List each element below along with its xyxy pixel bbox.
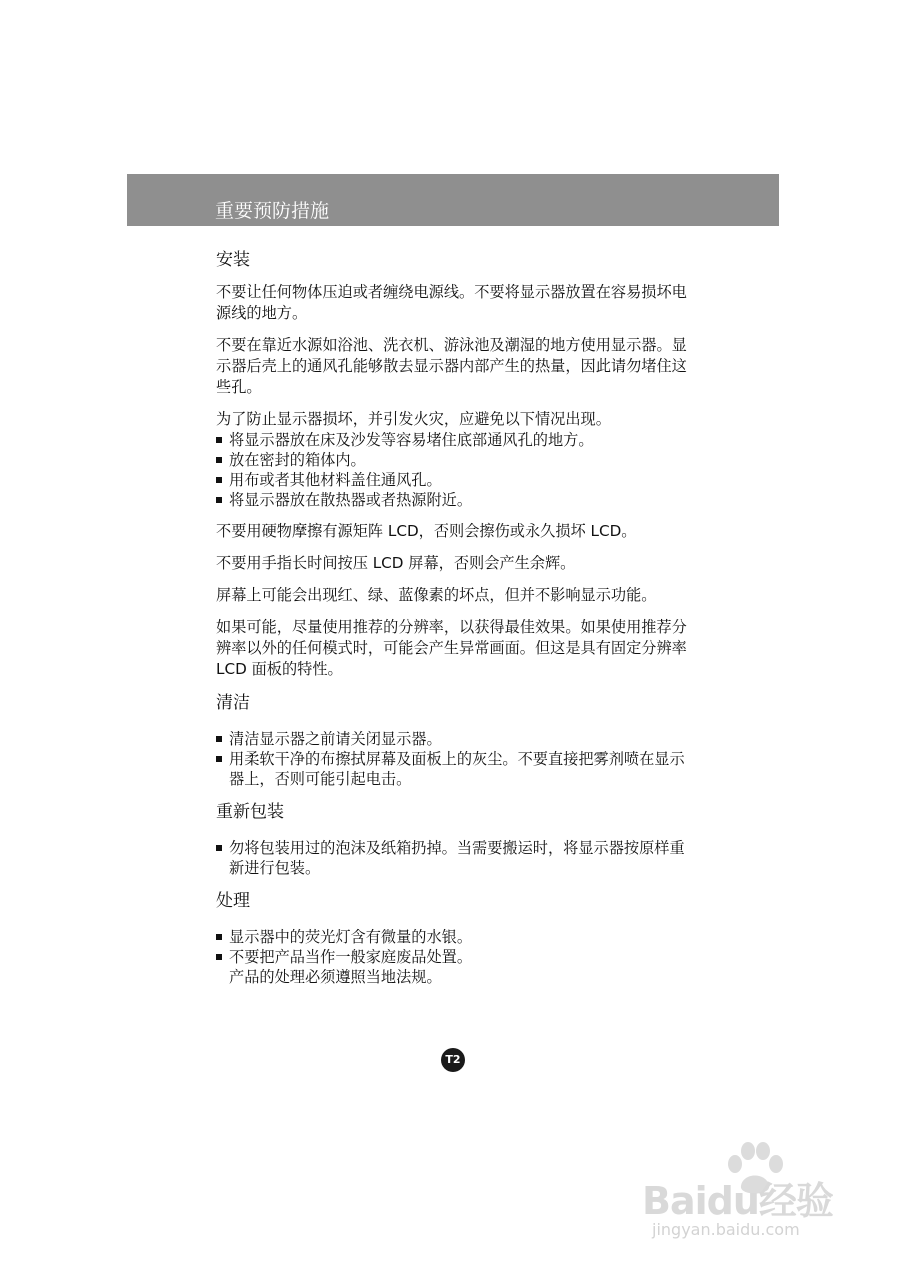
install-paragraph-3: 为了防止显示器损坏，并引发火灾，应避免以下情况出现。 <box>216 410 611 428</box>
section-title-cleaning: 清洁 <box>216 693 250 713</box>
watermark-url: jingyan.baidu.com <box>652 1220 800 1239</box>
section-title-disposal: 处理 <box>216 891 250 911</box>
list-item: 勿将包装用过的泡沫及纸箱扔掉。当需要搬运时，将显示器按原样重新进行包装。 <box>216 838 696 878</box>
list-item: 不要把产品当作一般家庭废品处置。 <box>216 947 696 967</box>
section-title-install: 安装 <box>216 250 250 270</box>
list-item: 将显示器放在散热器或者热源附近。 <box>216 490 696 510</box>
install-bullet-list <box>216 430 696 510</box>
section-title-repacking: 重新包装 <box>216 802 284 822</box>
list-item: 用布或者其他材料盖住通风孔。 <box>216 470 696 490</box>
cleaning-bullet-list <box>216 729 696 789</box>
page-number-badge: T2 <box>441 1048 465 1072</box>
install-paragraph-1: 不要让任何物体压迫或者缠绕电源线。不要将显示器放置在容易损坏电源线的地方。 <box>216 283 687 322</box>
repacking-bullet-list <box>216 838 696 878</box>
disposal-note: 产品的处理必须遵照当地法规。 <box>229 968 442 986</box>
list-item: 将显示器放在床及沙发等容易堵住底部通风孔的地方。 <box>216 430 696 450</box>
watermark <box>640 1142 860 1252</box>
list-item: 显示器中的荧光灯含有微量的水银。 <box>216 927 696 947</box>
disposal-bullet-list <box>216 927 696 967</box>
page-title: 重要预防措施 <box>215 200 330 222</box>
watermark-brand: Baidu经验 <box>642 1179 833 1223</box>
install-paragraph-5: 不要用手指长时间按压 LCD 屏幕，否则会产生余辉。 <box>216 554 576 572</box>
content <box>216 248 696 987</box>
install-paragraph-4: 不要用硬物摩擦有源矩阵 LCD，否则会擦伤或永久损坏 LCD。 <box>216 522 637 540</box>
header-bar <box>127 174 779 226</box>
list-item: 清洁显示器之前请关闭显示器。 <box>216 729 696 749</box>
install-paragraph-7: 如果可能，尽量使用推荐的分辨率，以获得最佳效果。如果使用推荐分辨率以外的任何模式时，可能会产生异常画面。但这是具有固定分辨率 LCD 面板的特性。 <box>216 618 687 678</box>
install-paragraph-2: 不要在靠近水源如浴池、洗衣机、游泳池及潮湿的地方使用显示器。显示器后壳上的通风孔能够散去显示器内部产生的热量，因此请勿堵住这些孔。 <box>216 336 687 396</box>
install-paragraph-6: 屏幕上可能会出现红、绿、蓝像素的坏点，但并不影响显示功能。 <box>216 586 657 604</box>
list-item: 放在密封的箱体内。 <box>216 450 696 470</box>
list-item: 用柔软干净的布擦拭屏幕及面板上的灰尘。不要直接把雾剂喷在显示器上，否则可能引起电击。 <box>216 749 696 789</box>
